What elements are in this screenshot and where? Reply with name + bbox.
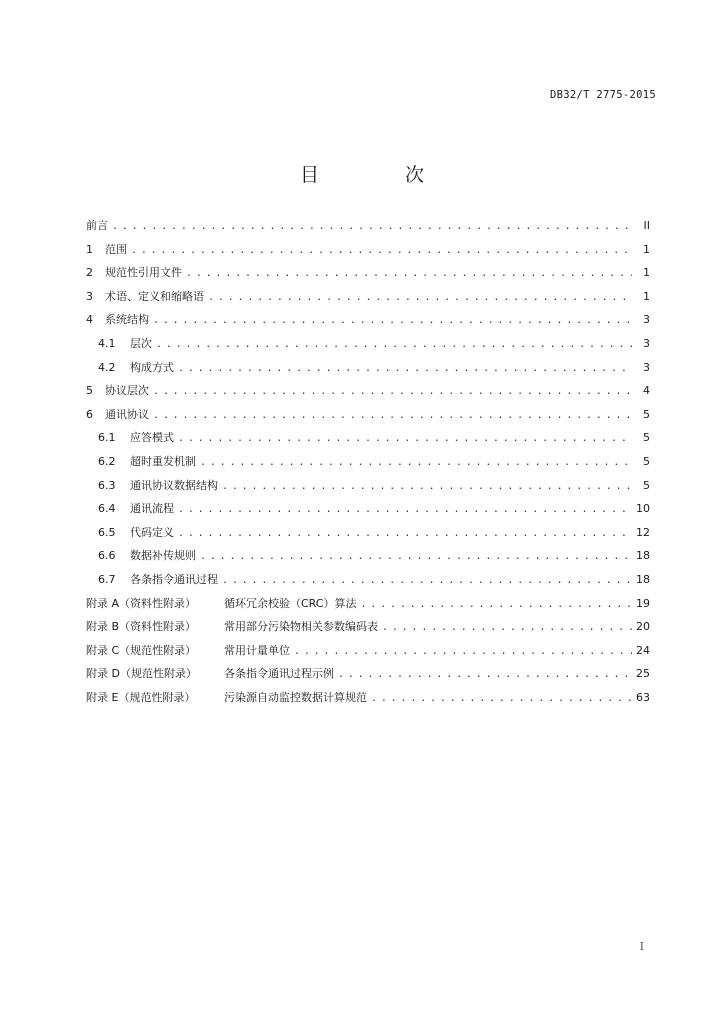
toc-entry-page: 3 (643, 336, 650, 350)
toc-entry-number: 6.7 (98, 572, 116, 586)
toc-entry-number: 6 (86, 407, 93, 421)
toc-entry-page: 5 (643, 431, 650, 445)
toc-entry-number: 6.5 (98, 525, 116, 539)
toc-entry-page: 20 (636, 620, 650, 634)
toc-entry[interactable] (86, 382, 650, 406)
toc-entry-number: 6.4 (98, 502, 116, 516)
toc-leader (153, 315, 632, 326)
toc-entry-label: 超时重发机制 (130, 454, 196, 468)
toc-entry-number: 6.1 (98, 431, 116, 445)
appendix-label: 附录 C（规范性附录） (86, 643, 197, 657)
toc-leader (186, 268, 632, 279)
toc-entry-label: 层次 (130, 336, 152, 350)
toc-entry-page: 18 (636, 572, 650, 586)
toc-entry-page: 5 (643, 454, 650, 468)
appendix-title: 循环冗余校验（CRC）算法 (224, 596, 357, 610)
toc-entry[interactable] (86, 217, 650, 241)
toc-entry-page: 18 (636, 549, 650, 563)
appendix-title: 各条指令通讯过程示例 (224, 667, 334, 681)
toc-entry-page: 1 (643, 266, 650, 280)
toc-leader (338, 669, 632, 680)
toc-subentry[interactable] (86, 524, 650, 548)
toc-leader (156, 339, 632, 350)
toc-entry-label: 规范性引用文件 (105, 266, 182, 280)
toc-entry-page: 24 (636, 643, 650, 657)
toc-leader (131, 245, 632, 256)
toc-leader (112, 221, 632, 232)
toc-entry-label: 前言 (86, 219, 108, 232)
toc-entry-label: 应答模式 (130, 431, 174, 445)
toc-subentry[interactable] (86, 547, 650, 571)
toc-entry-label: 通讯协议数据结构 (130, 478, 218, 492)
appendix-label: 附录 B（资料性附录） (86, 620, 197, 634)
toc-leader (222, 481, 632, 492)
toc-entry-label: 通讯流程 (130, 502, 174, 516)
toc-entry-page: 3 (643, 360, 650, 374)
toc-entry-number: 1 (86, 242, 93, 256)
toc-entry-label: 各条指令通讯过程 (130, 572, 218, 586)
toc-entry-label: 通讯协议 (105, 407, 149, 421)
toc-entry-page: 5 (643, 478, 650, 492)
toc-entry-number: 4 (86, 313, 93, 327)
toc-leader (371, 693, 632, 704)
toc-leader (153, 386, 632, 397)
toc-leader (178, 528, 632, 539)
appendix-label: 附录 A（资料性附录） (86, 596, 197, 610)
page-title: 目 次 (299, 164, 465, 186)
appendix-title: 常用部分污染物相关参数编码表 (224, 620, 378, 634)
toc-subentry[interactable] (86, 359, 650, 383)
toc-entry-number: 4.1 (98, 336, 116, 350)
toc-entry-page: 19 (636, 596, 650, 610)
toc-entry-number: 6.2 (98, 454, 116, 468)
toc-entry-number: 2 (86, 266, 93, 280)
toc-entry-number: 6.3 (98, 478, 116, 492)
toc-subentry[interactable] (86, 429, 650, 453)
toc-entry[interactable] (86, 264, 650, 288)
toc-appendix-entry[interactable] (86, 642, 650, 666)
toc-leader (178, 363, 632, 374)
toc-entry-page: II (643, 219, 650, 232)
toc-entry-number: 4.2 (98, 360, 116, 374)
toc-entry-page: 1 (643, 289, 650, 303)
toc-entry-label: 范围 (105, 242, 127, 256)
document-code: DB32/T 2775-2015 (550, 89, 656, 101)
toc-leader (178, 433, 632, 444)
toc-entry[interactable] (86, 241, 650, 265)
toc-appendix-entry[interactable] (86, 689, 650, 713)
toc-appendix-entry[interactable] (86, 618, 650, 642)
toc-entry-page: 12 (636, 525, 650, 539)
appendix-title: 常用计量单位 (224, 643, 290, 657)
toc-entry-page: 4 (643, 384, 650, 398)
toc-leader (153, 410, 632, 421)
toc-leader (200, 551, 632, 562)
toc-leader (382, 622, 632, 633)
toc-entry-page: 5 (643, 407, 650, 421)
toc-entry-page: 3 (643, 313, 650, 327)
toc-entry-label: 数据补传规则 (130, 549, 196, 563)
toc-leader (222, 575, 632, 586)
toc-leader (294, 646, 632, 657)
toc-entry-number: 3 (86, 289, 93, 303)
toc-entry-number: 5 (86, 384, 93, 398)
toc-subentry[interactable] (86, 335, 650, 359)
appendix-title: 污染源自动监控数据计算规范 (224, 690, 367, 704)
toc-entry-label: 术语、定义和缩略语 (105, 289, 204, 303)
toc-appendix-entry[interactable] (86, 665, 650, 689)
toc-leader (200, 457, 632, 468)
toc-entry-page: 10 (636, 502, 650, 516)
toc-entry-page: 63 (636, 690, 650, 704)
appendix-label: 附录 D（规范性附录） (86, 667, 197, 681)
toc-entry-page: 1 (643, 242, 650, 256)
toc-leader (360, 599, 632, 610)
toc-entry-page: 25 (636, 667, 650, 681)
toc-entry-label: 系统结构 (105, 313, 149, 327)
toc-entry[interactable] (86, 311, 650, 335)
table-of-contents (86, 217, 650, 712)
toc-subentry[interactable] (86, 571, 650, 595)
toc-subentry[interactable] (86, 477, 650, 501)
toc-entry-number: 6.6 (98, 549, 116, 563)
page-number: I (639, 940, 644, 953)
toc-entry-label: 协议层次 (105, 384, 149, 398)
toc-appendix-entry[interactable] (86, 595, 650, 619)
appendix-label: 附录 E（规范性附录） (86, 690, 196, 704)
toc-entry-label: 构成方式 (130, 360, 174, 374)
toc-leader (208, 292, 632, 303)
toc-entry[interactable] (86, 406, 650, 430)
toc-entry-label: 代码定义 (130, 525, 174, 539)
toc-entry[interactable] (86, 288, 650, 312)
toc-subentry[interactable] (86, 453, 650, 477)
toc-subentry[interactable] (86, 500, 650, 524)
toc-leader (178, 504, 632, 515)
